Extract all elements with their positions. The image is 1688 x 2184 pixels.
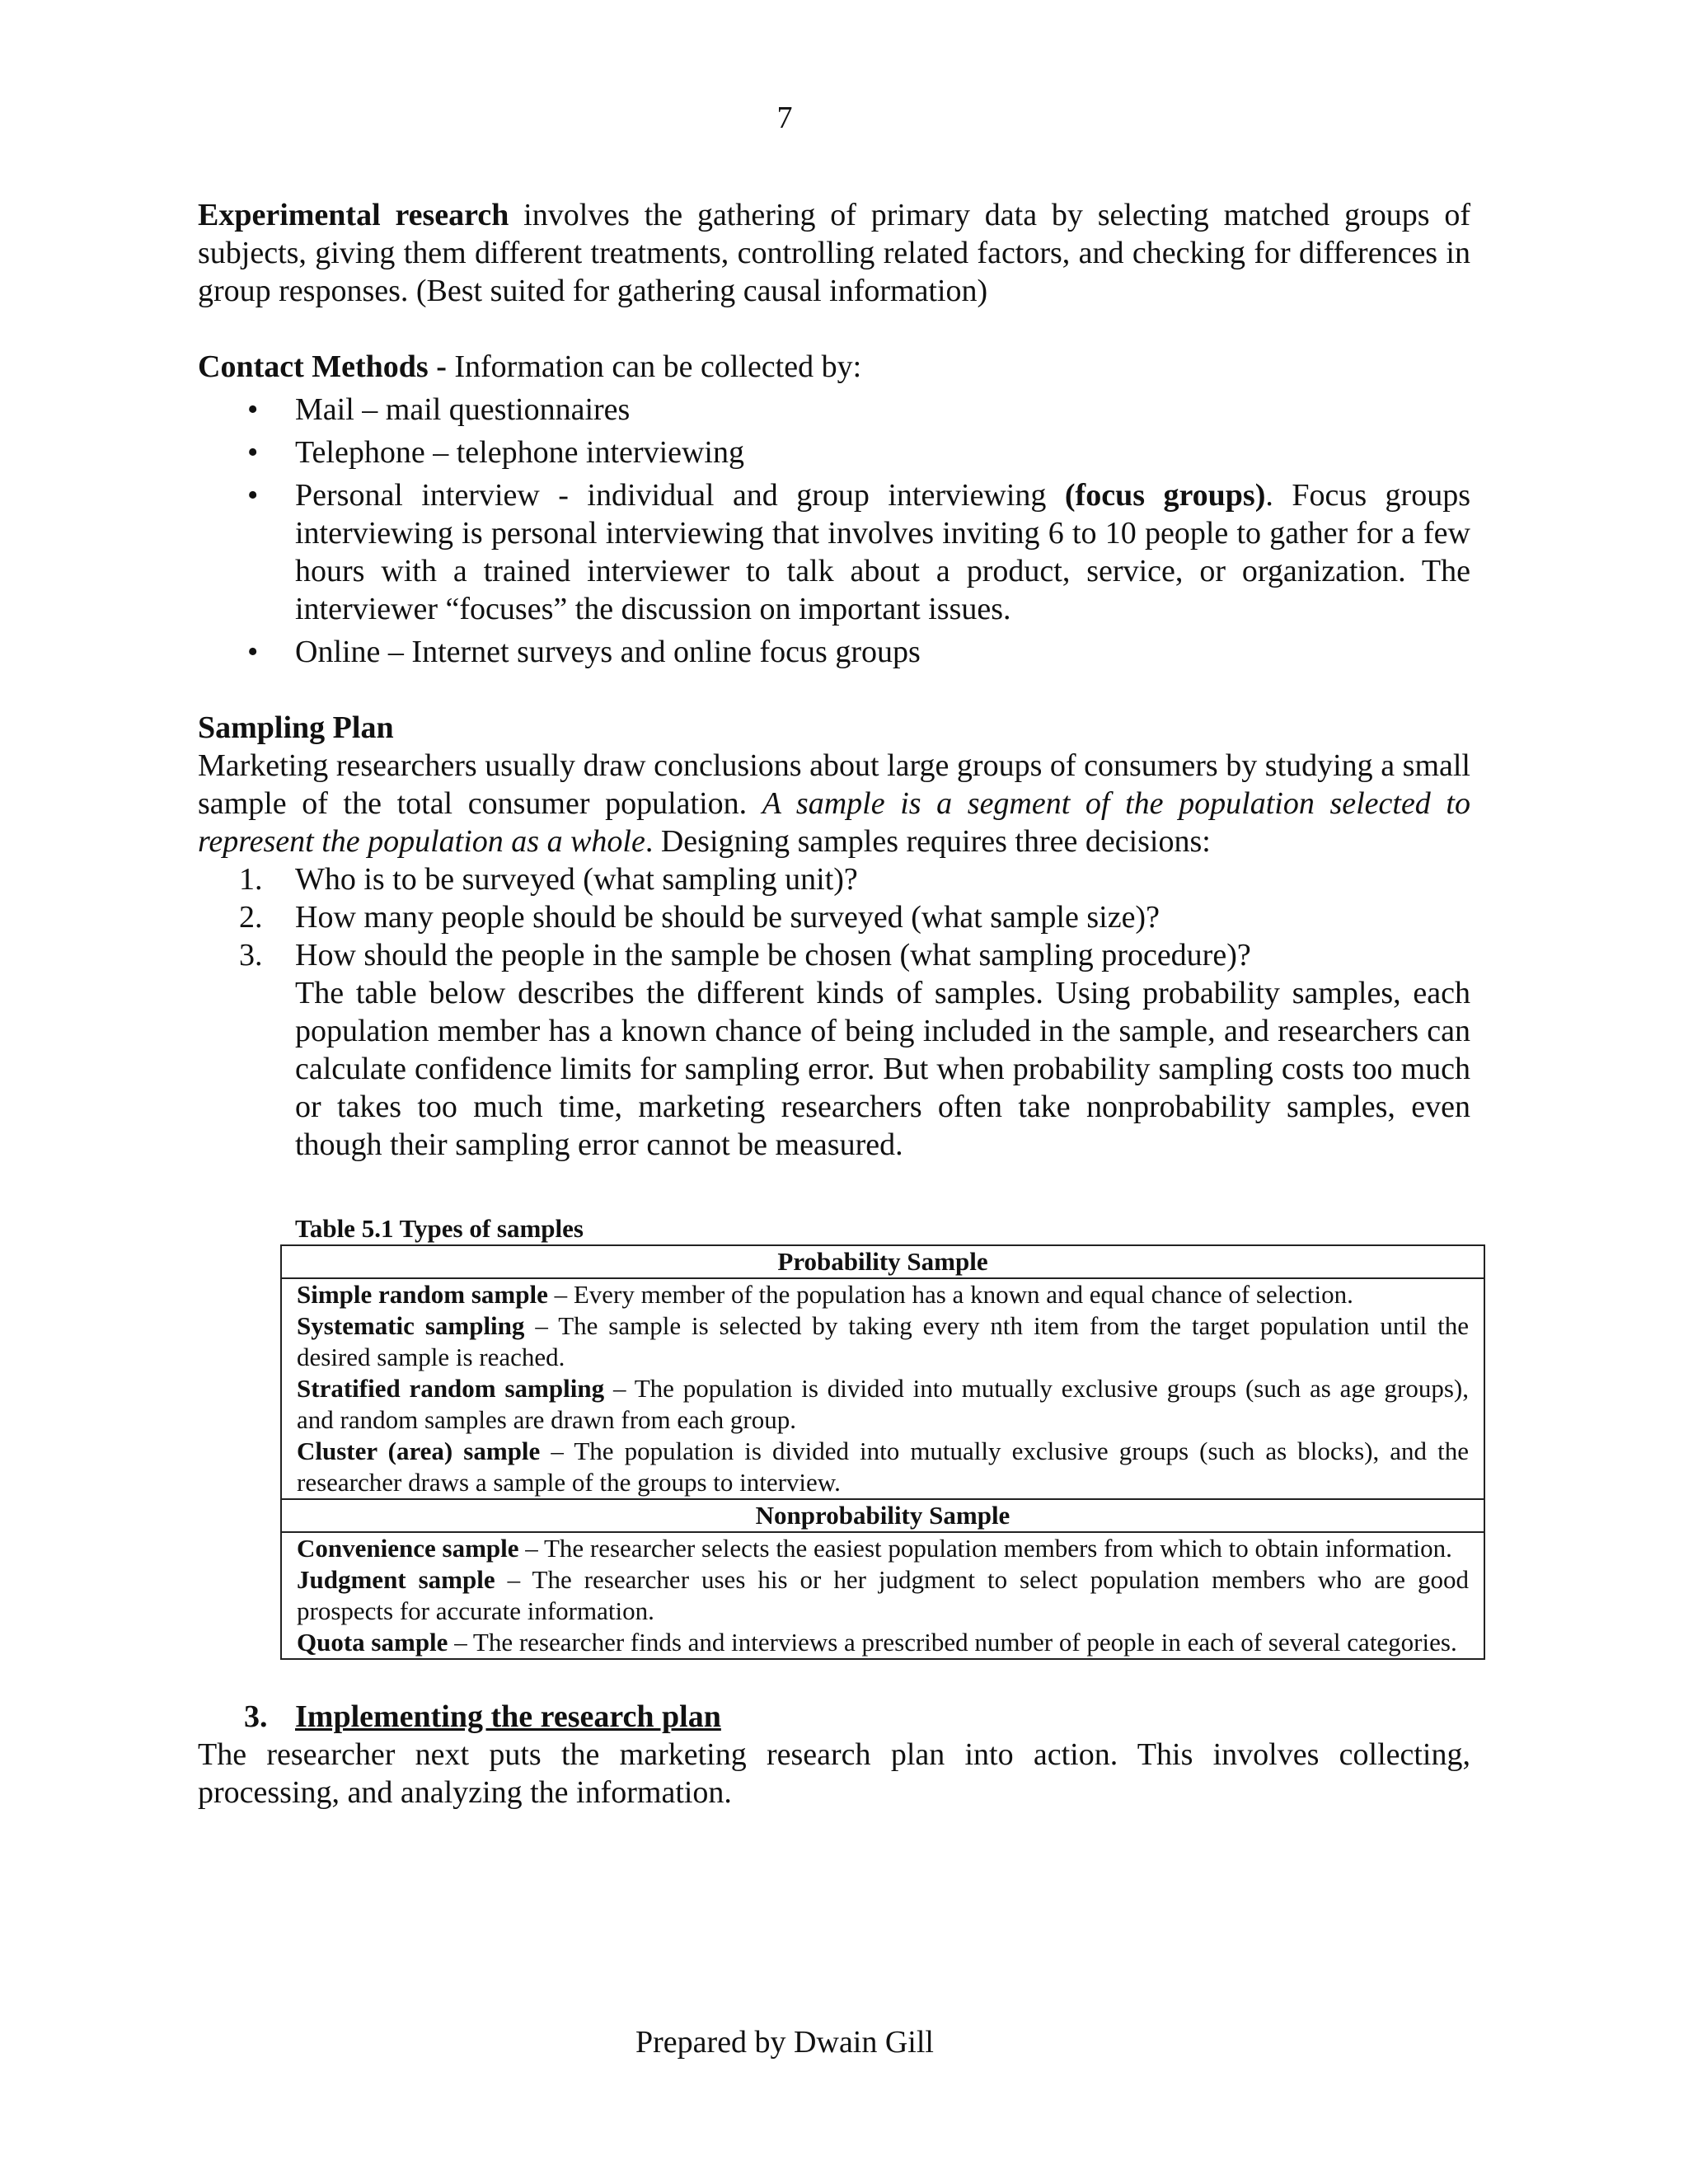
bullet-icon: •: [247, 478, 259, 513]
sample-entry: [297, 1436, 1469, 1498]
sampling-plan-heading-text: Sampling Plan: [198, 710, 394, 745]
sample-term: Cluster (area) sample: [297, 1436, 541, 1465]
contact-methods-heading: Contact Methods -: [198, 349, 447, 384]
list-number: 1.: [239, 862, 263, 897]
table-row: [281, 1245, 1484, 1278]
experimental-research-text: involves the gathering of primary data by selecting matched groups of subjects, giving them different treatments, controlling related factors, and checking for differences in group responses. (Best suited for gathering causal information): [198, 198, 1470, 308]
sample-entry: [297, 1279, 1469, 1310]
contact-methods-section: [198, 348, 1470, 671]
sample-term: Simple random sample: [297, 1280, 548, 1309]
focus-groups-term: (focus groups): [1064, 478, 1266, 513]
sample-types-paragraph: The table below describes the different kinds of samples. Using probability samples, each population member has a known chance of being included in the sample, and researchers can calculate confidence limits for sampling error. But when probability sampling costs too much or takes too much time, marketing researchers often take nonprobability samples, even though their sampling error cannot be measured.: [295, 976, 1470, 1162]
table-caption: Table 5.1 Types of samples: [295, 1214, 584, 1243]
sampling-plan-heading: [198, 709, 1470, 747]
sample-entry: [297, 1310, 1469, 1373]
sample-description: – The researcher selects the easiest population members from which to obtain information.: [518, 1534, 1452, 1563]
page-number: 7: [776, 101, 793, 135]
list-item-text: . Focus groups interviewing is personal interviewing that involves inviting 6 to 10 people to gather for a few hours with a trained interviewer to talk about a product, service, or organization. The interviewer “focuses” the discussion on important issues.: [295, 478, 1471, 626]
sample-entry: [297, 1533, 1469, 1564]
sample-types-table: [280, 1244, 1485, 1660]
sample-term: Convenience sample: [297, 1534, 519, 1563]
list-item-text: How many people should be should be surveyed (what sample size)?: [295, 900, 1160, 935]
bullet-icon: •: [247, 435, 259, 470]
nonprobability-sample-heading: Nonprobability Sample: [281, 1499, 1484, 1532]
nonprobability-sample-cell: [281, 1532, 1484, 1659]
sample-term: Stratified random sampling: [297, 1374, 605, 1403]
sampling-plan-intro: [198, 747, 1470, 860]
sample-entry: [297, 1627, 1469, 1658]
sample-description: – The population is divided into mutually exclusive groups (such as blocks), and the researcher draws a sample of the groups to interview.: [297, 1436, 1469, 1497]
list-item: [198, 633, 1470, 671]
list-item: [198, 936, 1470, 974]
experimental-research-paragraph: [198, 196, 1470, 310]
table-row: [281, 1532, 1484, 1659]
page-footer: Prepared by Dwain Gill: [635, 2025, 934, 2060]
sample-term: Judgment sample: [297, 1565, 495, 1594]
list-number: 2.: [239, 900, 263, 935]
table-row: [281, 1278, 1484, 1499]
table-row: [281, 1499, 1484, 1532]
section-number: 3.: [244, 1699, 268, 1734]
contact-methods-intro: [198, 348, 1470, 386]
implementing-title: Implementing the research plan: [295, 1699, 721, 1734]
sample-definition: A sample is a segment of the population selected to represent the population as a whole: [198, 786, 1470, 859]
experimental-research-term: Experimental research: [198, 198, 509, 232]
contact-methods-intro-text: Information can be collected by:: [446, 349, 862, 384]
list-item-text: Online – Internet surveys and online focus groups: [295, 635, 921, 669]
page-content: [198, 196, 1470, 1811]
list-item-text: Mail – mail questionnaires: [295, 392, 631, 427]
sampling-plan-section: [198, 709, 1470, 1164]
list-item: [198, 860, 1470, 898]
sampling-intro-text: Marketing researchers usually draw conclusions about large groups of consumers by studying a small sample of the total consumer population.: [198, 748, 1470, 821]
list-number: 3.: [239, 938, 263, 972]
implementing-heading: [198, 1698, 1470, 1736]
sample-entry: [297, 1373, 1469, 1436]
list-item: [198, 476, 1470, 628]
contact-methods-list: [198, 391, 1470, 671]
sample-description: – Every member of the population has a known and equal chance of selection.: [547, 1280, 1353, 1309]
list-item-text: Telephone – telephone interviewing: [295, 435, 744, 470]
sampling-intro-text: . Designing samples requires three decisions:: [645, 824, 1211, 859]
sample-entry: [297, 1564, 1469, 1627]
sample-description: – The population is divided into mutually exclusive groups (such as age groups), and random samples are drawn from each group.: [297, 1374, 1469, 1434]
list-item-text: Who is to be surveyed (what sampling unit)?: [295, 862, 858, 897]
list-item: [198, 391, 1470, 429]
probability-sample-heading: Probability Sample: [281, 1245, 1484, 1278]
sample-description: – The researcher uses his or her judgment to select population members who are good prospects for accurate information.: [297, 1565, 1469, 1625]
bullet-icon: •: [247, 392, 259, 427]
sampling-decisions-list: [198, 860, 1470, 974]
list-item-text: How should the people in the sample be chosen (what sampling procedure)?: [295, 938, 1251, 972]
list-item: [198, 898, 1470, 936]
sample-description: – The researcher finds and interviews a prescribed number of people in each of several categories.: [448, 1628, 1457, 1657]
implementing-paragraph: The researcher next puts the marketing research plan into action. This involves collecting, processing, and analyzing the information.: [198, 1737, 1470, 1810]
list-item: [198, 434, 1470, 471]
sample-term: Systematic sampling: [297, 1311, 525, 1340]
sample-description: – The sample is selected by taking every nth item from the target population until the desired sample is reached.: [297, 1311, 1469, 1371]
probability-sample-cell: [281, 1278, 1484, 1499]
sample-term: Quota sample: [297, 1628, 448, 1657]
bullet-icon: •: [247, 635, 259, 669]
list-item-text: Personal interview - individual and group interviewing: [295, 478, 1065, 513]
